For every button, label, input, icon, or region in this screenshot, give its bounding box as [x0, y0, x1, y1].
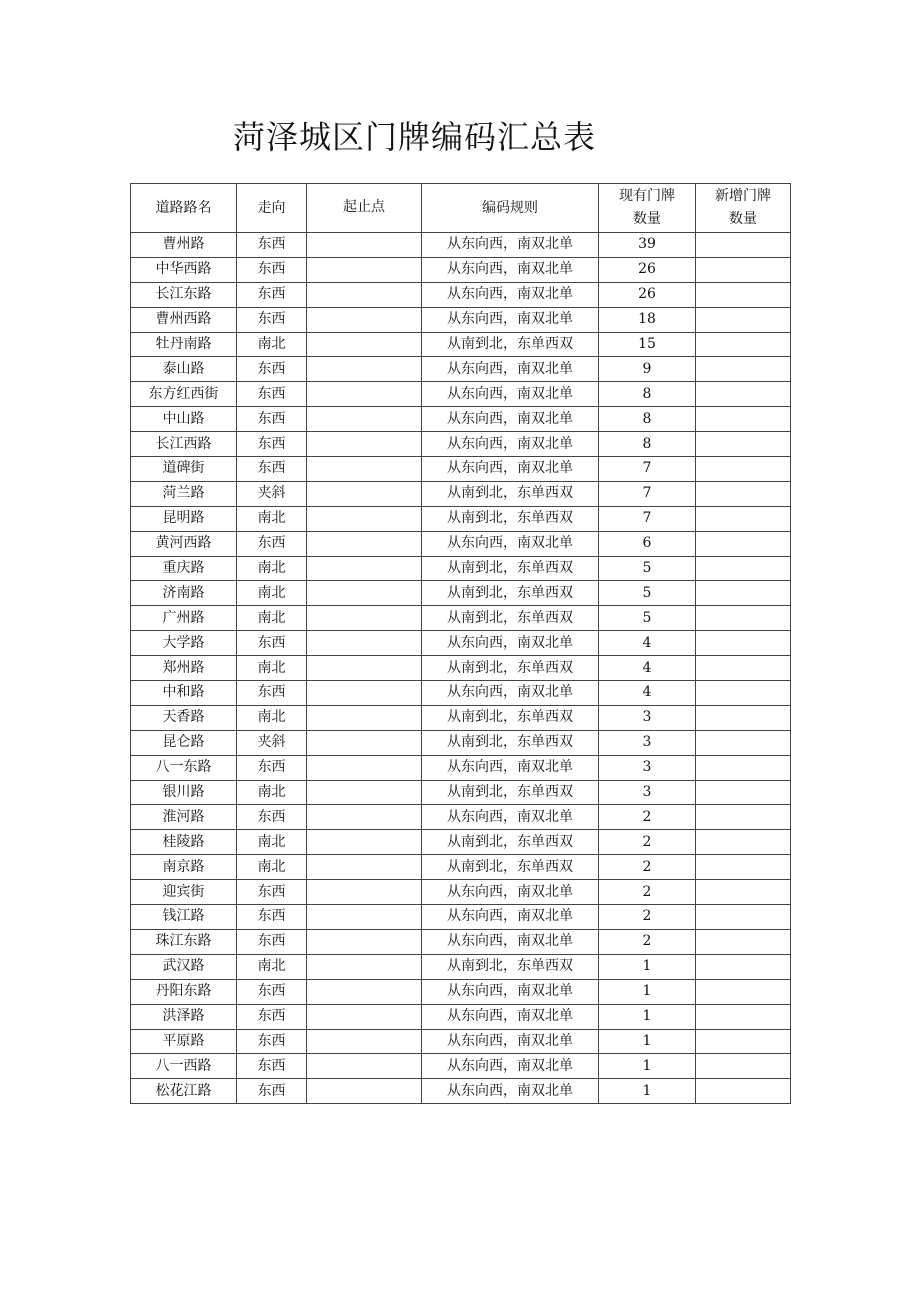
- existing-count-cell: 4: [599, 681, 696, 706]
- road-name-cell: 济南路: [131, 581, 237, 606]
- new-count-cell: [696, 656, 791, 681]
- existing-count-cell: 18: [599, 307, 696, 332]
- table-row: [131, 1029, 791, 1054]
- direction-cell: 南北: [237, 606, 307, 631]
- table-row: [131, 606, 791, 631]
- existing-count-cell: 5: [599, 606, 696, 631]
- direction-cell: 东西: [237, 307, 307, 332]
- new-count-cell: [696, 979, 791, 1004]
- direction-cell: 东西: [237, 357, 307, 382]
- direction-cell: 东西: [237, 1029, 307, 1054]
- coding-rule-cell: 从南到北，东单西双: [422, 780, 599, 805]
- coding-rule-cell: 从东向西，南双北单: [422, 805, 599, 830]
- start-end-cell: [307, 382, 422, 407]
- road-name-cell: 中山路: [131, 407, 237, 432]
- road-name-cell: 松花江路: [131, 1079, 237, 1104]
- table-header-row: [131, 184, 791, 233]
- new-count-cell: [696, 631, 791, 656]
- direction-cell: 东西: [237, 457, 307, 482]
- direction-cell: 南北: [237, 332, 307, 357]
- start-end-cell: [307, 880, 422, 905]
- table-row: [131, 979, 791, 1004]
- direction-cell: 东西: [237, 979, 307, 1004]
- table-row: [131, 332, 791, 357]
- start-end-cell: [307, 457, 422, 482]
- existing-count-cell: 1: [599, 1079, 696, 1104]
- document-title: 菏泽城区门牌编码汇总表: [233, 118, 597, 156]
- coding-rule-cell: 从东向西，南双北单: [422, 1004, 599, 1029]
- road-name-cell: 八一东路: [131, 755, 237, 780]
- direction-cell: 东西: [237, 233, 307, 258]
- new-count-cell: [696, 880, 791, 905]
- new-count-cell: [696, 954, 791, 979]
- table-row: [131, 954, 791, 979]
- start-end-cell: [307, 407, 422, 432]
- table-row: [131, 307, 791, 332]
- header-direction: 走向: [237, 184, 307, 233]
- table-row: [131, 282, 791, 307]
- road-name-cell: 中和路: [131, 681, 237, 706]
- coding-rule-cell: 从东向西，南双北单: [422, 432, 599, 457]
- new-count-cell: [696, 606, 791, 631]
- existing-count-cell: 3: [599, 780, 696, 805]
- direction-cell: 夹斜: [237, 730, 307, 755]
- direction-cell: 南北: [237, 780, 307, 805]
- existing-count-cell: 2: [599, 855, 696, 880]
- new-count-cell: [696, 556, 791, 581]
- coding-rule-cell: 从南到北，东单西双: [422, 830, 599, 855]
- existing-count-cell: 5: [599, 581, 696, 606]
- existing-count-cell: 2: [599, 880, 696, 905]
- existing-count-cell: 3: [599, 705, 696, 730]
- existing-count-cell: 1: [599, 1029, 696, 1054]
- table-row: [131, 755, 791, 780]
- table-row: [131, 481, 791, 506]
- road-name-cell: 广州路: [131, 606, 237, 631]
- start-end-cell: [307, 905, 422, 930]
- new-count-cell: [696, 457, 791, 482]
- coding-rule-cell: 从南到北，东单西双: [422, 581, 599, 606]
- road-name-cell: 郑州路: [131, 656, 237, 681]
- road-name-cell: 长江东路: [131, 282, 237, 307]
- coding-rule-cell: 从东向西，南双北单: [422, 880, 599, 905]
- table-row: [131, 631, 791, 656]
- existing-count-cell: 2: [599, 805, 696, 830]
- existing-count-cell: 39: [599, 233, 696, 258]
- road-name-cell: 南京路: [131, 855, 237, 880]
- road-name-cell: 银川路: [131, 780, 237, 805]
- road-name-cell: 中华西路: [131, 257, 237, 282]
- table-row: [131, 705, 791, 730]
- existing-count-cell: 4: [599, 656, 696, 681]
- road-name-cell: 天香路: [131, 705, 237, 730]
- coding-rule-cell: 从南到北，东单西双: [422, 954, 599, 979]
- coding-rule-cell: 从东向西，南双北单: [422, 681, 599, 706]
- road-name-cell: 淮河路: [131, 805, 237, 830]
- start-end-cell: [307, 1029, 422, 1054]
- road-name-cell: 东方红西街: [131, 382, 237, 407]
- new-count-cell: [696, 332, 791, 357]
- coding-rule-cell: 从东向西，南双北单: [422, 755, 599, 780]
- direction-cell: 南北: [237, 656, 307, 681]
- existing-count-cell: 5: [599, 556, 696, 581]
- new-count-cell: [696, 905, 791, 930]
- existing-count-cell: 8: [599, 432, 696, 457]
- coding-rule-cell: 从东向西，南双北单: [422, 1054, 599, 1079]
- new-count-cell: [696, 681, 791, 706]
- road-name-cell: 平原路: [131, 1029, 237, 1054]
- coding-rule-cell: 从南到北，东单西双: [422, 332, 599, 357]
- table-row: [131, 929, 791, 954]
- table-row: [131, 1004, 791, 1029]
- road-name-cell: 泰山路: [131, 357, 237, 382]
- new-count-cell: [696, 357, 791, 382]
- start-end-cell: [307, 830, 422, 855]
- existing-count-cell: 7: [599, 457, 696, 482]
- start-end-cell: [307, 606, 422, 631]
- new-count-cell: [696, 581, 791, 606]
- road-name-cell: 道碑街: [131, 457, 237, 482]
- start-end-cell: [307, 780, 422, 805]
- road-name-cell: 牡丹南路: [131, 332, 237, 357]
- new-count-cell: [696, 257, 791, 282]
- coding-rule-cell: 从东向西，南双北单: [422, 457, 599, 482]
- direction-cell: 南北: [237, 506, 307, 531]
- new-count-cell: [696, 506, 791, 531]
- start-end-cell: [307, 1054, 422, 1079]
- existing-count-cell: 7: [599, 481, 696, 506]
- direction-cell: 东西: [237, 929, 307, 954]
- header-new-line2: 数量: [729, 211, 757, 227]
- coding-rule-cell: 从南到北，东单西双: [422, 705, 599, 730]
- coding-rule-cell: 从东向西，南双北单: [422, 357, 599, 382]
- start-end-cell: [307, 506, 422, 531]
- start-end-cell: [307, 257, 422, 282]
- table-row: [131, 531, 791, 556]
- start-end-cell: [307, 357, 422, 382]
- existing-count-cell: 8: [599, 407, 696, 432]
- start-end-cell: [307, 681, 422, 706]
- road-name-cell: 大学路: [131, 631, 237, 656]
- existing-count-cell: 15: [599, 332, 696, 357]
- existing-count-cell: 1: [599, 979, 696, 1004]
- road-name-cell: 迎宾街: [131, 880, 237, 905]
- new-count-cell: [696, 481, 791, 506]
- coding-rule-cell: 从东向西，南双北单: [422, 382, 599, 407]
- new-count-cell: [696, 705, 791, 730]
- direction-cell: 东西: [237, 282, 307, 307]
- header-coding-rule: 编码规则: [422, 184, 599, 233]
- coding-rule-cell: 从南到北，东单西双: [422, 481, 599, 506]
- direction-cell: 南北: [237, 705, 307, 730]
- header-existing-line1: 现有门牌: [619, 188, 675, 204]
- existing-count-cell: 3: [599, 730, 696, 755]
- new-count-cell: [696, 780, 791, 805]
- direction-cell: 东西: [237, 432, 307, 457]
- existing-count-cell: 3: [599, 755, 696, 780]
- start-end-cell: [307, 432, 422, 457]
- start-end-cell: [307, 307, 422, 332]
- start-end-cell: [307, 233, 422, 258]
- coding-rule-cell: 从东向西，南双北单: [422, 307, 599, 332]
- start-end-cell: [307, 954, 422, 979]
- start-end-cell: [307, 730, 422, 755]
- road-name-cell: 昆仑路: [131, 730, 237, 755]
- direction-cell: 东西: [237, 1079, 307, 1104]
- table-row: [131, 257, 791, 282]
- road-name-cell: 桂陵路: [131, 830, 237, 855]
- start-end-cell: [307, 631, 422, 656]
- header-new-count: [696, 184, 791, 233]
- table-row: [131, 407, 791, 432]
- new-count-cell: [696, 855, 791, 880]
- new-count-cell: [696, 1029, 791, 1054]
- existing-count-cell: 4: [599, 631, 696, 656]
- new-count-cell: [696, 1004, 791, 1029]
- coding-rule-cell: 从南到北，东单西双: [422, 656, 599, 681]
- road-name-cell: 菏兰路: [131, 481, 237, 506]
- coding-rule-cell: 从南到北，东单西双: [422, 730, 599, 755]
- direction-cell: 南北: [237, 556, 307, 581]
- direction-cell: 东西: [237, 407, 307, 432]
- new-count-cell: [696, 282, 791, 307]
- new-count-cell: [696, 1079, 791, 1104]
- start-end-cell: [307, 332, 422, 357]
- direction-cell: 南北: [237, 855, 307, 880]
- coding-rule-cell: 从东向西，南双北单: [422, 979, 599, 1004]
- road-name-cell: 钱江路: [131, 905, 237, 930]
- table-row: [131, 905, 791, 930]
- existing-count-cell: 8: [599, 382, 696, 407]
- direction-cell: 东西: [237, 755, 307, 780]
- start-end-cell: [307, 855, 422, 880]
- road-name-cell: 武汉路: [131, 954, 237, 979]
- new-count-cell: [696, 382, 791, 407]
- table-row: [131, 855, 791, 880]
- start-end-cell: [307, 705, 422, 730]
- direction-cell: 东西: [237, 531, 307, 556]
- table-row: [131, 357, 791, 382]
- table-row: [131, 506, 791, 531]
- direction-cell: 东西: [237, 880, 307, 905]
- existing-count-cell: 26: [599, 257, 696, 282]
- direction-cell: 南北: [237, 830, 307, 855]
- direction-cell: 南北: [237, 954, 307, 979]
- road-name-cell: 黄河西路: [131, 531, 237, 556]
- coding-rule-cell: 从东向西，南双北单: [422, 1079, 599, 1104]
- coding-rule-cell: 从东向西，南双北单: [422, 1029, 599, 1054]
- existing-count-cell: 9: [599, 357, 696, 382]
- new-count-cell: [696, 755, 791, 780]
- table-row: [131, 780, 791, 805]
- table-row: [131, 830, 791, 855]
- existing-count-cell: 7: [599, 506, 696, 531]
- table-row: [131, 432, 791, 457]
- road-name-cell: 珠江东路: [131, 929, 237, 954]
- new-count-cell: [696, 307, 791, 332]
- new-count-cell: [696, 830, 791, 855]
- header-existing-count: [599, 184, 696, 233]
- existing-count-cell: 2: [599, 830, 696, 855]
- table-row: [131, 730, 791, 755]
- start-end-cell: [307, 755, 422, 780]
- road-name-cell: 重庆路: [131, 556, 237, 581]
- existing-count-cell: 2: [599, 929, 696, 954]
- new-count-cell: [696, 233, 791, 258]
- header-existing-line2: 数量: [633, 211, 661, 227]
- existing-count-cell: 2: [599, 905, 696, 930]
- header-road-name: 道路路名: [131, 184, 237, 233]
- coding-rule-cell: 从南到北，东单西双: [422, 855, 599, 880]
- existing-count-cell: 26: [599, 282, 696, 307]
- start-end-cell: [307, 1004, 422, 1029]
- road-name-cell: 昆明路: [131, 506, 237, 531]
- existing-count-cell: 1: [599, 1004, 696, 1029]
- coding-rule-cell: 从东向西，南双北单: [422, 905, 599, 930]
- table-row: [131, 681, 791, 706]
- table-row: [131, 457, 791, 482]
- table-row: [131, 1079, 791, 1104]
- coding-rule-cell: 从东向西，南双北单: [422, 257, 599, 282]
- start-end-cell: [307, 1079, 422, 1104]
- new-count-cell: [696, 1054, 791, 1079]
- start-end-cell: [307, 929, 422, 954]
- table-row: [131, 1054, 791, 1079]
- start-end-cell: [307, 556, 422, 581]
- start-end-cell: [307, 979, 422, 1004]
- start-end-cell: [307, 656, 422, 681]
- direction-cell: 东西: [237, 681, 307, 706]
- start-end-cell: [307, 481, 422, 506]
- direction-cell: 东西: [237, 257, 307, 282]
- new-count-cell: [696, 432, 791, 457]
- road-name-cell: 曹州西路: [131, 307, 237, 332]
- header-new-line1: 新增门牌: [715, 188, 771, 204]
- direction-cell: 东西: [237, 805, 307, 830]
- new-count-cell: [696, 407, 791, 432]
- table-row: [131, 805, 791, 830]
- road-name-cell: 洪泽路: [131, 1004, 237, 1029]
- table-body: [131, 233, 791, 1104]
- table-row: [131, 233, 791, 258]
- coding-rule-cell: 从南到北，东单西双: [422, 606, 599, 631]
- new-count-cell: [696, 805, 791, 830]
- header-start-end: 起止点: [307, 184, 422, 233]
- house-number-summary-table: [130, 183, 791, 1104]
- road-name-cell: 长江西路: [131, 432, 237, 457]
- direction-cell: 夹斜: [237, 481, 307, 506]
- start-end-cell: [307, 282, 422, 307]
- existing-count-cell: 1: [599, 1054, 696, 1079]
- direction-cell: 东西: [237, 631, 307, 656]
- coding-rule-cell: 从东向西，南双北单: [422, 631, 599, 656]
- road-name-cell: 曹州路: [131, 233, 237, 258]
- table-row: [131, 581, 791, 606]
- coding-rule-cell: 从南到北，东单西双: [422, 506, 599, 531]
- road-name-cell: 八一西路: [131, 1054, 237, 1079]
- table-row: [131, 382, 791, 407]
- new-count-cell: [696, 929, 791, 954]
- start-end-cell: [307, 581, 422, 606]
- coding-rule-cell: 从南到北，东单西双: [422, 556, 599, 581]
- start-end-cell: [307, 805, 422, 830]
- direction-cell: 东西: [237, 1054, 307, 1079]
- direction-cell: 南北: [237, 581, 307, 606]
- direction-cell: 东西: [237, 905, 307, 930]
- new-count-cell: [696, 531, 791, 556]
- coding-rule-cell: 从东向西，南双北单: [422, 929, 599, 954]
- start-end-cell: [307, 531, 422, 556]
- table-row: [131, 656, 791, 681]
- existing-count-cell: 6: [599, 531, 696, 556]
- coding-rule-cell: 从东向西，南双北单: [422, 282, 599, 307]
- coding-rule-cell: 从东向西，南双北单: [422, 233, 599, 258]
- new-count-cell: [696, 730, 791, 755]
- table-row: [131, 556, 791, 581]
- table-row: [131, 880, 791, 905]
- direction-cell: 东西: [237, 1004, 307, 1029]
- coding-rule-cell: 从东向西，南双北单: [422, 407, 599, 432]
- existing-count-cell: 1: [599, 954, 696, 979]
- road-name-cell: 丹阳东路: [131, 979, 237, 1004]
- coding-rule-cell: 从东向西，南双北单: [422, 531, 599, 556]
- direction-cell: 东西: [237, 382, 307, 407]
